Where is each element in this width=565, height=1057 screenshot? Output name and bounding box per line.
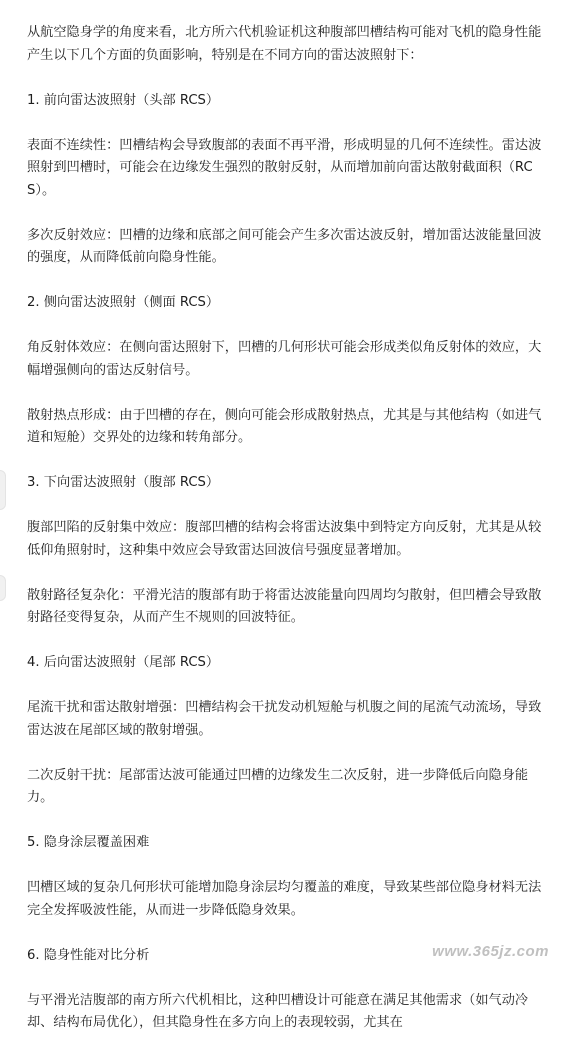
site-watermark: www.365jz.com <box>432 943 549 960</box>
section-3-paragraph-1: 腹部凹陷的反射集中效应：腹部凹槽的结构会将雷达波集中到特定方向反射，尤其是从较低仰角照射时，这种集中效应会导致雷达回波信号强度显著增加。 <box>27 520 542 558</box>
section-3-heading: 3. 下向雷达波照射（腹部 RCS） <box>27 475 220 490</box>
section-6-heading: 6. 隐身性能对比分析 <box>27 947 150 963</box>
section-1-paragraph-2: 多次反射效应：凹槽的边缘和底部之间可能会产生多次雷达波反射，增加雷达波能量回波的强度，从而降低前向隐身性能。 <box>27 227 542 265</box>
section-5-paragraph-1: 凹槽区域的复杂几何形状可能增加隐身涂层均匀覆盖的难度，导致某些部位隐身材料无法完全发挥吸波性能，从而进一步降低隐身效果。 <box>27 880 542 918</box>
section-2-heading: 2. 侧向雷达波照射（侧面 RCS） <box>27 295 220 310</box>
side-scroll-handle-lower[interactable] <box>0 575 6 601</box>
side-scroll-handle[interactable] <box>0 470 6 510</box>
section-3-paragraph-2: 散射路径复杂化：平滑光洁的腹部有助于将雷达波能量向四周均匀散射，但凹槽会导致散射路径变得复杂，从而产生不规则的回波特征。 <box>27 587 542 625</box>
intro-paragraph: 从航空隐身学的角度来看，北方所六代机验证机这种腹部凹槽结构可能对飞机的隐身性能产生以下几个方面的负面影响，特别是在不同方向的雷达波照射下： <box>27 25 542 63</box>
section-4-heading: 4. 后向雷达波照射（尾部 RCS） <box>27 655 220 670</box>
section-2-paragraph-1: 角反射体效应：在侧向雷达照射下，凹槽的几何形状可能会形成类似角反射体的效应，大幅增强侧向的雷达反射信号。 <box>27 340 542 378</box>
article-body <box>27 22 544 1057</box>
section-1-paragraph-1: 表面不连续性：凹槽结构会导致腹部的表面不再平滑，形成明显的几何不连续性。雷达波照射到凹槽时，可能会在边缘发生强烈的散射反射，从而增加前向雷达散射截面积（RCS）。 <box>27 137 542 198</box>
section-4-paragraph-1: 尾流干扰和雷达散射增强：凹槽结构会干扰发动机短舱与机腹之间的尾流气动流场，导致雷达波在尾部区域的散射增强。 <box>27 700 542 738</box>
section-1-heading: 1. 前向雷达波照射（头部 RCS） <box>27 92 220 108</box>
section-5-heading: 5. 隐身涂层覆盖困难 <box>27 835 150 850</box>
section-2-paragraph-2: 散射热点形成：由于凹槽的存在，侧向可能会形成散射热点，尤其是与其他结构（如进气道和短舱）交界处的边缘和转角部分。 <box>27 407 542 445</box>
section-6-paragraph-1: 与平滑光洁腹部的南方所六代机相比，这种凹槽设计可能意在满足其他需求（如气动冷却、结构布局优化），但其隐身性在多方向上的表现较弱，尤其在 <box>27 992 529 1030</box>
section-4-paragraph-2: 二次反射干扰：尾部雷达波可能通过凹槽的边缘发生二次反射，进一步降低后向隐身能力。 <box>27 767 529 805</box>
